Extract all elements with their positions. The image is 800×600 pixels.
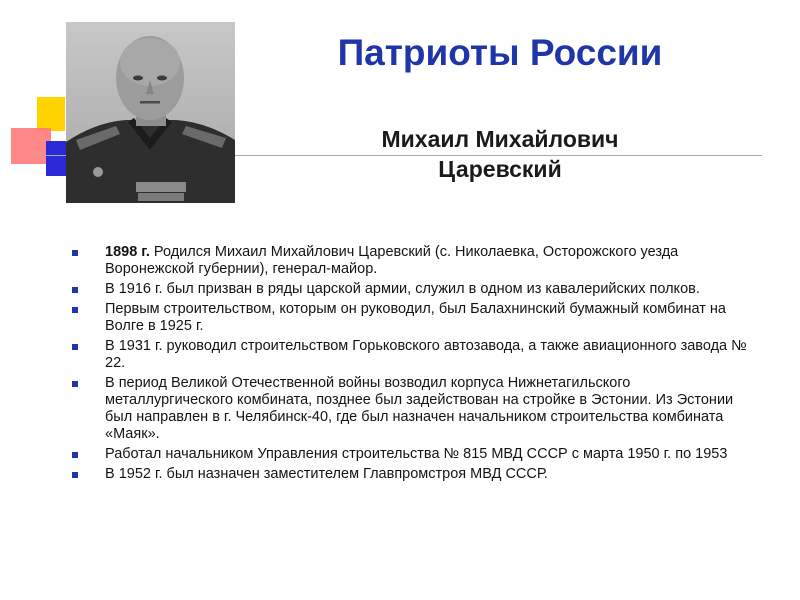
list-item	[67, 281, 747, 298]
list-item	[67, 466, 747, 483]
decor-blue-square	[46, 141, 68, 176]
person-name-line1: Михаил Михайлович	[381, 126, 619, 152]
list-item	[67, 338, 747, 372]
list-item	[67, 446, 747, 463]
person-name	[300, 124, 700, 184]
list-item-text: Первым строительством, которым он руководил, был Балахнинский бумажный комбинат на Волге в 1925 г.	[105, 301, 727, 334]
decor-yellow-square	[37, 97, 65, 131]
list-item-text: В 1916 г. был призван в ряды царской армии, служил в одном из кавалерийских полков.	[105, 281, 700, 297]
bullet-square-icon	[72, 307, 78, 313]
slide-title: Патриоты России	[337, 32, 663, 73]
bullet-square-icon	[72, 344, 78, 350]
list-item	[67, 301, 747, 335]
list-item-text: В период Великой Отечественной войны возводил корпуса Нижнетагильского металлургического комбината, позднее был задействован на стройке в Эстонии. Из Эстонии был направлен в г. Челябинск-40, где был назначен начальником строительства комбината «Маяк».	[105, 375, 734, 442]
list-item	[67, 375, 747, 443]
bullet-square-icon	[72, 287, 78, 293]
bullet-square-icon	[72, 381, 78, 387]
bullet-square-icon	[72, 472, 78, 478]
list-item-lead: 1898 г.	[105, 244, 150, 260]
biography-list	[67, 244, 747, 486]
list-item-text: В 1931 г. руководил строительством Горьковского автозавода, а также авиационного завода № 22.	[105, 338, 747, 371]
decor-red-square	[11, 128, 51, 164]
list-item-text: В 1952 г. был назначен заместителем Главпромстроя МВД СССР.	[105, 466, 548, 482]
list-item-text: Работал начальником Управления строительства № 815 МВД СССР с марта 1950 г. по 1953	[105, 446, 728, 462]
bullet-square-icon	[72, 250, 78, 256]
portrait-photo	[66, 22, 235, 203]
person-name-line2: Царевский	[438, 156, 562, 182]
bullet-square-icon	[72, 452, 78, 458]
list-item	[67, 244, 747, 278]
list-item-text: Родился Михаил Михайлович Царевский (с. Николаевка, Осторожского уезда Воронежской губернии), генерал-майор.	[105, 244, 679, 277]
